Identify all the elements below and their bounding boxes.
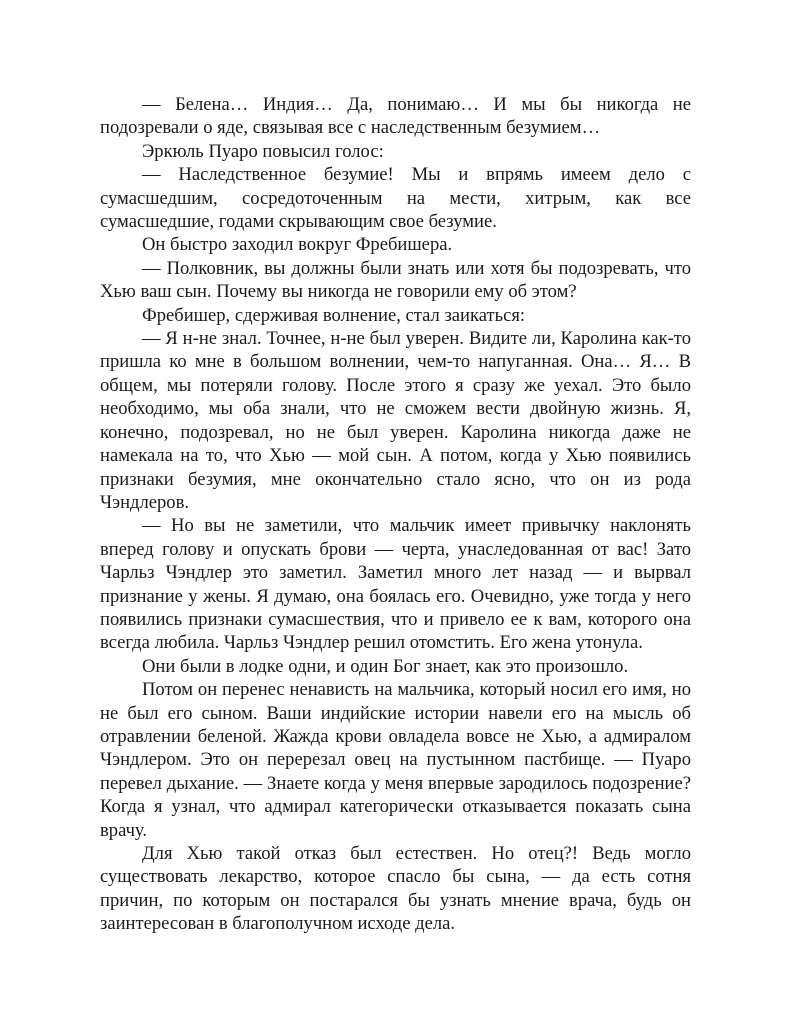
paragraph: — Полковник, вы должны были знать или хотя бы подозревать, что Хью ваш сын. Почему вы никогда не говорили ему об этом? <box>100 257 691 303</box>
paragraph: Фребишер, сдерживая волнение, стал заикаться: <box>142 304 526 326</box>
paragraph: — Наследственное безумие! Мы и впрямь имеем дело с сумасшедшим, сосредоточенным на мести, хитрым, как все сумасшедшие, годами скрывающим свое безумие. <box>100 164 691 233</box>
paragraph: Для Хью такой отказ был естествен. Но отец?! Ведь могло существовать лекарство, которое спасло бы сына, — да есть сотня причин, по которым он постарался бы узнать мнение врача, будь он заинтересован в благополучном исходе дела. <box>100 843 691 935</box>
paragraph: — Я н-не знал. Точнее, н-не был уверен. Видите ли, Каролина как-то пришла ко мне в большом волнении, чем-то напуганная. Она… Я… В общем, мы потеряли голову. После этого я сразу же уехал. Это было необходимо, мы оба знали, что не сможем вести двойную жизнь. Я, конечно, подозревал, но не был уверен. Каролина никогда даже не намекала на то, что Хью — мой сын. А потом, когда у Хью появились признаки безумия, мне окончательно стало ясно, что он из рода Чэндлеров. <box>100 328 691 513</box>
paragraph: Эркюль Пуаро повысил голос: <box>142 140 384 162</box>
document-page <box>100 93 691 936</box>
paragraph: Они были в лодке одни, и один Бог знает, как это произошло. <box>142 655 629 677</box>
paragraph: Потом он перенес ненависть на мальчика, который носил его имя, но не был его сыном. Ваши индийские истории навели его на мысль об отравлении беленой. Жажда крови овладела вовсе не Хью, а адмиралом Чэндлером. Это он перерезал овец на пустынном пастбище. — Пуаро перевел дыхание. — Знаете когда у меня впервые зародилось подозрение? Когда я узнал, что адмирал категорически отказывается показать сына врачу. <box>100 679 691 841</box>
paragraph: — Но вы не заметили, что мальчик имеет привычку наклонять вперед голову и опускать брови — черта, унаследованная от вас! Зато Чарльз Чэндлер это заметил. Заметил много лет назад — и вырвал признание у жены. Я думаю, она боялась его. Очевидно, уже тогда у него появились признаки сумасшествия, что и привело ее к вам, которого она всегда любила. Чарльз Чэндлер решил отомстить. Его жена утонула. <box>100 515 691 654</box>
paragraph: — Белена… Индия… Да, понимаю… И мы бы никогда не подозревали о яде, связывая все с наследственным безумием… <box>100 94 691 139</box>
paragraph: Он быстро заходил вокруг Фребишера. <box>142 234 453 256</box>
